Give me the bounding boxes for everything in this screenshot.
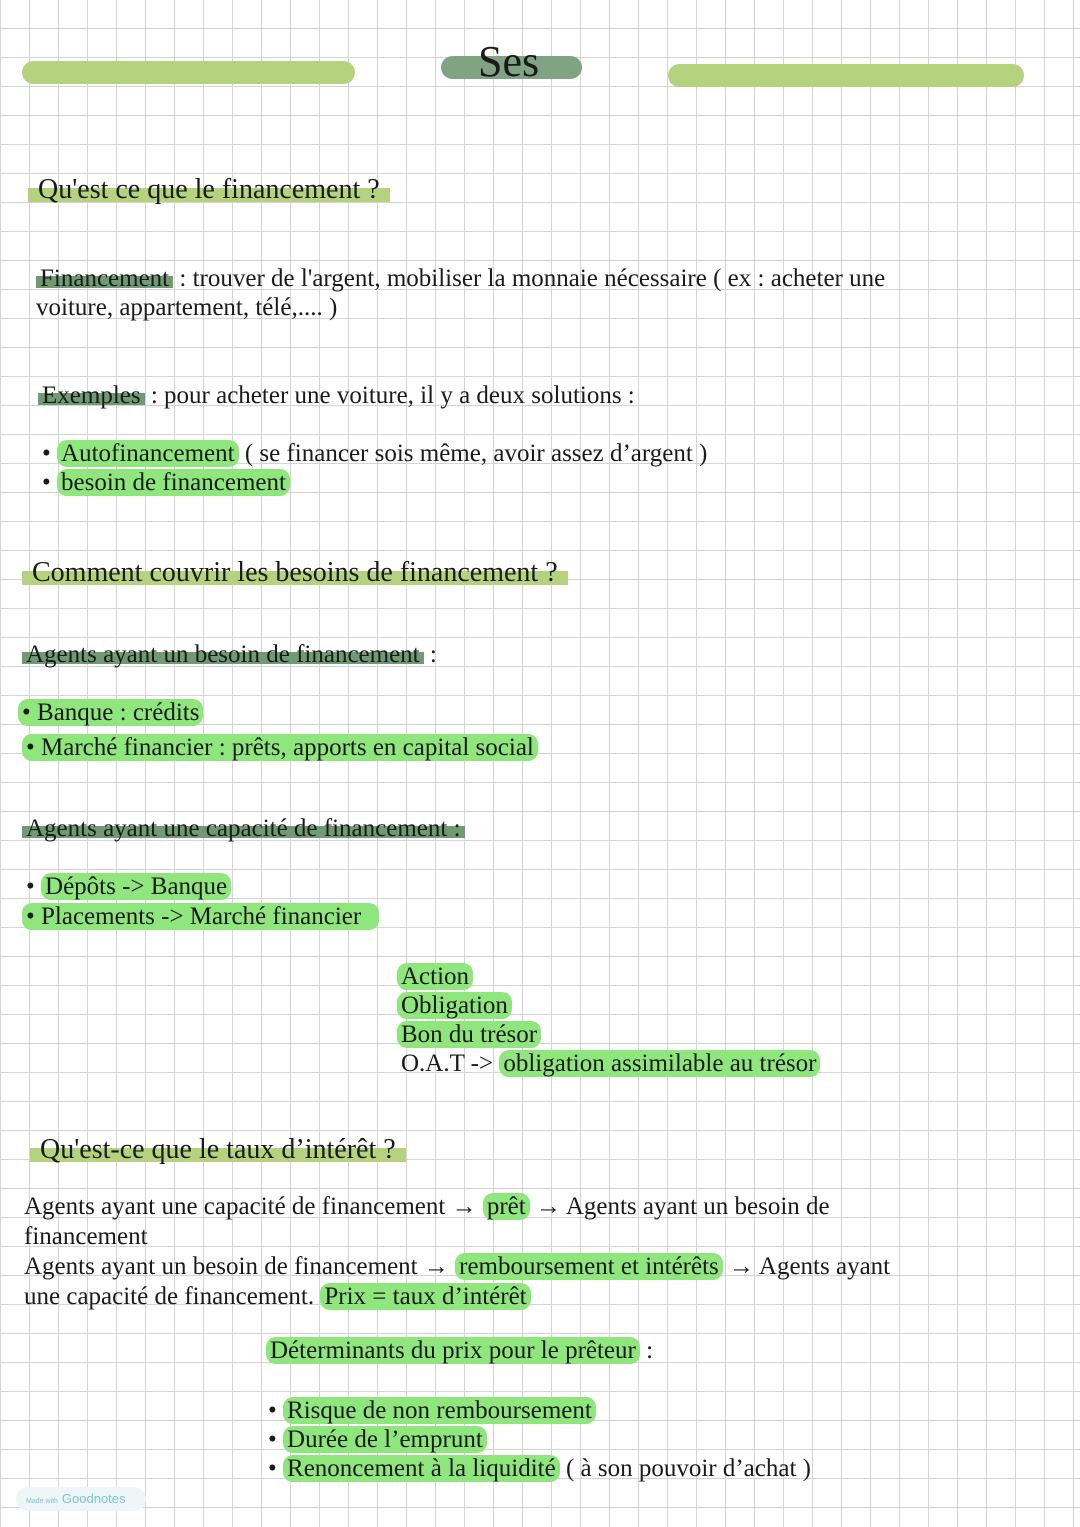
determinants-list: • Risque de non remboursement • Durée de l’emprunt • Renoncement à la liquidité ( à son pouvoir d’achat ) [268, 1397, 811, 1482]
definition-line-2: voiture, appartement, télé,.... ) [36, 294, 338, 321]
capacite-label: Agents ayant une capacité de financement : [22, 815, 465, 842]
colon: : [639, 1337, 654, 1364]
heading-taux [30, 1134, 406, 1166]
marche-text: Marché financier : prêts, apports en capital social [41, 734, 534, 761]
item-renoncement: Renoncement à la liquidité [283, 1455, 560, 1482]
oat-label: O.A.T -> [401, 1050, 500, 1077]
bullet-banque: • Banque : crédits [18, 699, 203, 727]
besoin-label: Agents ayant un besoin de financement [22, 641, 424, 668]
text: Agents ayant un besoin de financement → [24, 1253, 456, 1280]
determinants-label: Déterminants du prix pour le prêteur [266, 1337, 640, 1364]
text: → Agents ayant un besoin de [535, 1193, 830, 1220]
examples-text: : pour acheter une voiture, il y a deux solutions : [144, 382, 635, 409]
bullet-marche: • Marché financier : prêts, apports en capital social [22, 734, 538, 762]
depots-text: Dépôts -> Banque [41, 873, 231, 900]
bullet-placements: • Placements -> Marché financier [22, 903, 379, 931]
made-with: Made with [26, 1498, 58, 1505]
item-bon-tresor: Bon du trésor [397, 1021, 541, 1048]
heading-text: Qu'est ce que le financement ? [28, 174, 390, 205]
taux-line-2: financement [24, 1223, 148, 1250]
taux-line-1 [24, 1193, 830, 1221]
taux-line-4 [24, 1283, 531, 1311]
item-action: Action [397, 963, 473, 990]
besoin-label-line [22, 641, 437, 669]
renoncement-desc: ( à son pouvoir d’achat ) [559, 1455, 811, 1482]
besoin-text: besoin de financement [57, 469, 290, 496]
remboursement: remboursement et intérêts [455, 1253, 723, 1280]
heading-text: Qu'est-ce que le taux d’intérêt ? [30, 1134, 406, 1165]
text: → Agents ayant [722, 1253, 891, 1280]
bullet-besoin: • besoin de financement [42, 469, 290, 497]
placements-text: Placements -> Marché financier [41, 903, 362, 930]
banque-text: Banque : crédits [37, 699, 200, 726]
goodnotes-badge [16, 1487, 146, 1511]
placement-list [397, 962, 820, 1078]
item-risque: Risque de non remboursement [283, 1397, 596, 1424]
oat-definition: obligation assimilable au trésor [499, 1050, 820, 1077]
page-title: Ses [478, 37, 540, 86]
brand: Goodnotes [61, 1491, 126, 1506]
heading-financement [28, 174, 390, 206]
capacite-label-line [22, 815, 465, 843]
examples-label: Exemples [38, 382, 145, 409]
term-financement: Financement [36, 265, 173, 292]
autofinancement-desc: ( se financer sois même, avoir assez d’argent ) [238, 440, 708, 467]
examples-line [38, 382, 635, 410]
text: Agents ayant une capacité de financement → [24, 1193, 477, 1220]
determinants-line [266, 1337, 653, 1365]
autofinancement: Autofinancement [57, 440, 239, 467]
text: une capacité de financement. [24, 1283, 321, 1310]
taux-line-3 [24, 1253, 890, 1281]
decor-bar-right [668, 64, 1024, 87]
bullet-depots: • Dépôts -> Banque [26, 873, 231, 901]
bullet-autofinancement: • Autofinancement ( se financer sois même, avoir assez d’argent ) [42, 440, 708, 467]
item-obligation: Obligation [397, 992, 512, 1019]
prix-taux: Prix = taux d’intérêt [320, 1283, 530, 1310]
pret: prêt [483, 1193, 530, 1220]
heading-besoins [22, 557, 568, 589]
heading-text: Comment couvrir les besoins de financement ? [22, 557, 568, 588]
colon: : [423, 641, 437, 668]
definition-text: : trouver de l'argent, mobiliser la monnaie nécessaire ( ex : acheter une [173, 265, 886, 292]
decor-bar-left [22, 61, 355, 84]
definition-line-1 [36, 265, 885, 293]
item-duree: Durée de l’emprunt [283, 1426, 487, 1453]
